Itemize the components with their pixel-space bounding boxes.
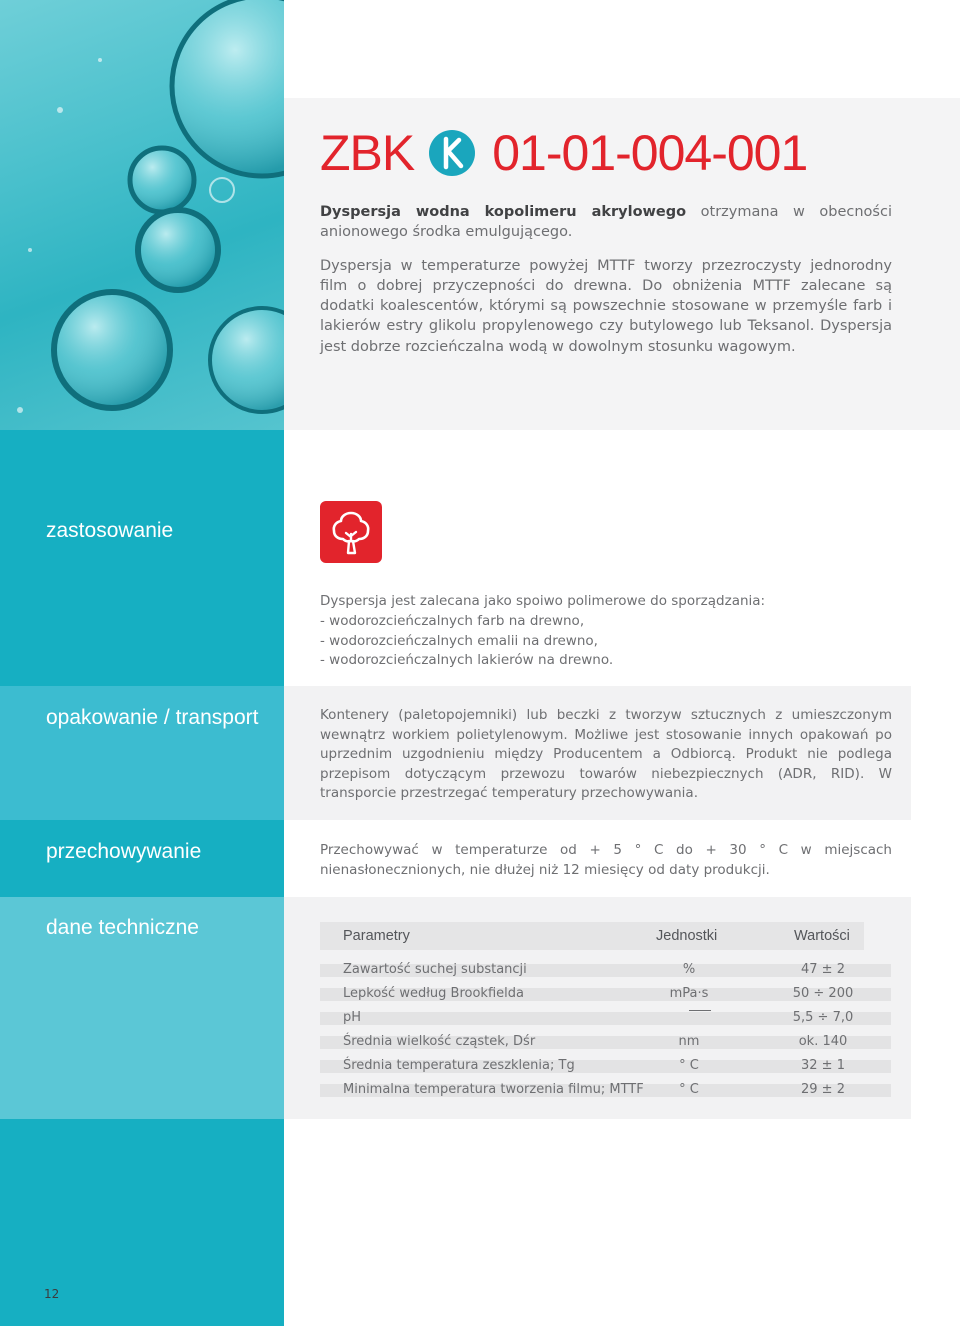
tree-icon: [320, 501, 382, 563]
table-row: [320, 1082, 891, 1106]
cell-param: Średnia temperatura zeszklenia; Tg: [343, 1058, 575, 1073]
top-white-area: [284, 0, 960, 98]
zastosowanie-line: Dyspersja jest zalecana jako spoiwo polimerowe do sporządzania:: [320, 593, 766, 609]
product-code: 01-01-004-001: [492, 125, 808, 181]
k-logo-icon: [428, 129, 476, 177]
title-prefix: ZBK: [320, 125, 415, 181]
water-bubbles-photo: [0, 0, 284, 430]
cell-param: Lepkość według Brookfielda: [343, 986, 524, 1001]
intro-text: [320, 202, 892, 370]
zastosowanie-line: - wodorozcieńczalnych lakierów na drewno.: [320, 652, 614, 669]
cell-value: 29 ± 2: [801, 1082, 845, 1097]
cell-param: Zawartość suchej substancji: [343, 962, 527, 977]
cell-value: 47 ± 2: [801, 962, 845, 977]
header-unit: Jednostki: [656, 928, 718, 944]
cell-value: ok. 140: [798, 1034, 848, 1049]
table-row: [320, 986, 891, 1010]
intro-lead-rest: otrzymana w obecności anionowego środka emulgującego.: [320, 204, 892, 241]
table-row: [320, 1058, 891, 1082]
table-body: [320, 962, 891, 1106]
section-label-dane: dane techniczne: [46, 916, 199, 939]
przechowywanie-text: Przechowywać w temperaturze od + 5 ° C do + 30 ° C w miejscach nienasłonecznionych, nie dłużej niż 12 miesięcy od daty produkcji.: [320, 842, 892, 878]
cell-param: pH: [343, 1010, 362, 1025]
cell-unit: ° C: [679, 1082, 699, 1097]
section-label-przechowywanie: przechowywanie: [46, 840, 202, 863]
table-row: [320, 1010, 891, 1034]
cell-unit: %: [682, 962, 696, 977]
product-title: [320, 122, 807, 184]
zastosowanie-line: - wodorozcieńczalnych emalii na drewno,: [320, 632, 598, 649]
cell-param: Średnia wielkość cząstek, Dśr: [343, 1034, 536, 1049]
cell-unit: nm: [678, 1034, 700, 1049]
zastosowanie-text: [320, 592, 900, 671]
cell-unit: ° C: [679, 1058, 699, 1073]
intro-paragraph-1: [320, 202, 892, 243]
page-number: 12: [44, 1287, 60, 1301]
cell-param: Minimalna temperatura tworzenia filmu; MTTF: [343, 1082, 644, 1097]
cell-unit: mPa·s: [669, 986, 709, 1001]
cell-value: 32 ± 1: [801, 1058, 845, 1073]
section-label-zastosowanie: zastosowanie: [46, 519, 174, 542]
header-param: Parametry: [343, 928, 410, 944]
table-header: [320, 922, 864, 950]
header-value: Wartości: [794, 928, 850, 944]
zastosowanie-line: - wodorozcieńczalnych farb na drewno,: [320, 612, 585, 629]
table-row: [320, 962, 891, 986]
section-label-opakowanie: opakowanie / transport: [46, 706, 259, 729]
opakowanie-text: Kontenery (paletopojemniki) lub beczki z tworzyw sztucznych z umieszczonym wewnątrz workiem polietylenowym. Możliwe jest stosowanie innych opakowań po uprzednim uzgodnieniu między Producentem a Odbiorcą. Produkt nie podlega przepisom dotyczącym przewozu towarów niebezpiecznych (ADR, RID). W transporcie przestrzegać temperatury przechowywania.: [320, 707, 892, 802]
intro-bold-lead: Dyspersja wodna kopolimeru akrylowego: [320, 204, 687, 220]
table-row: [320, 1034, 891, 1058]
cell-value: 50 ÷ 200: [792, 986, 854, 1001]
intro-paragraph-2: Dyspersja w temperaturze powyżej MTTF tworzy przezroczysty jednorodny film o dobrej przyczepności do drewna. Do obniżenia MTTF zalecane są dodatki koalescentów, którymi są powszechnie stosowane w przemyśle farb i lakierów estry glikolu propylenowego czy butylowego lub Teksanol. Dyspersja jest dobrze rozcieńczalna wodą w dowolnym stosunku wagowym.: [320, 257, 892, 355]
cell-value: 5,5 ÷ 7,0: [792, 1010, 854, 1025]
